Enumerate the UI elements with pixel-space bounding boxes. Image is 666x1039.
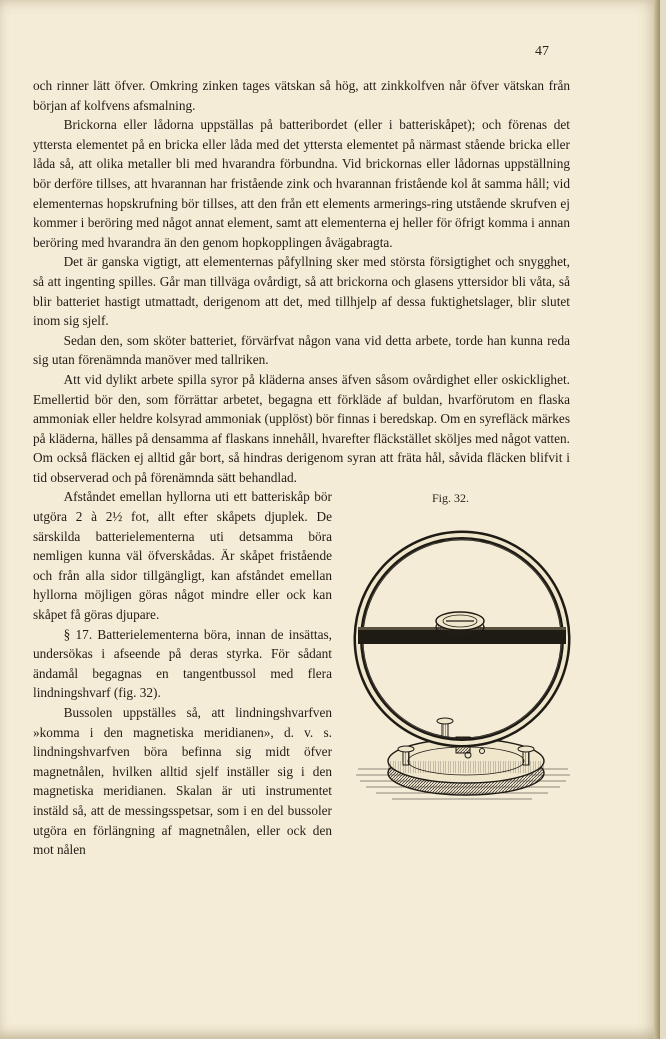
compass-needle-box [436,612,484,636]
paragraph-4: Sedan den, som sköter batteriet, förvärfvat någon vana vid detta arbete, torde han kunna reda sig utan förenämnda manöver med tallriken. [33,332,570,368]
paragraph-5: Att vid dylikt arbete spilla syror på kläderna anses äfven såsom ovårdighet eller oskicklighet. Emellertid bör den, som förrättar arbetet, begagna ett förkläde af buldan, hvarförutom en flaska ammoniak eller heldre kolsyrad ammoniak (upplöst) bör finnas i beredskap. Om en syrefläck märkes på kläderna, hälles på densamma af flaskans innehåll, hvarefter fläckstället sköljes med något vatten. Om också fläcken ej alltid går bort, så hindras derigenom syran att fräta hål, såvida fläcken blifvit i tid observerad och på förenämnda sätt behandlad. [33,371,570,485]
tangent-galvanometer-illustration [348,511,578,816]
float-paragraph-2: § 17. Batterielementerna böra, innan de insättas, undersökas i afseende på deras styrka. För sådant ändamål begagnas en tangentbussol med flera lindningshvarf (fig. 32). [33,626,332,701]
page-edge [654,0,660,1039]
paragraph-3: Det är ganska vigtigt, att elementernas påfyllning sker med största försigtighet och snygghet, så att ingenting spilles. Går man tillväga ovårdigt, så att brickorna och glasens yttersidor bli våta, så blir batteriet hastigt utmattadt, derigenom att det, med tillhjelp af dessa fuktighetslager, blir slutet inom sig sjelf. [33,254,570,329]
page-number: 47 [535,44,549,59]
body-text [33,76,570,860]
float-paragraph-1: Afståndet emellan hyllorna uti ett batteriskåp bör utgöra 2 à 2½ fot, allt efter skåpets djuplek. De särskilda batterielementerna uti detsamma böra nemligen kunna väl öfverskådas. Är skåpet fristående och från alla sidor tillgängligt, kan afståndet emellan hyllorna möjligen göras något mindre eller ock kan skåpet få göras djupare. [33,489,332,623]
paragraph-2: Brickorna eller lådorna uppställas på batteribordet (eller i batteriskåpet); och förenas det yttersta elementet på en bricka eller låda med det yttersta elementet på närmast stående bricka eller låda så, att olika metaller bli med hvarandra förbundna. Vid brickornas eller lådornas uppställning bör derföre tillses, att hvarannan har fristående zink och hvarannan fristående kol åt samma håll; vid elementernas hopskrufning bör tillses, att den från ett elements armerings-ring utstående skrufven ej kommer i beröring med något annat element, samt att elementerna ej heller för öfrigt komma i annan beröring med hvarandra än den genom hopkopplingen åvägabragta. [33,117,570,250]
paragraph-1: och rinner lätt öfver. Omkring zinken tages vätskan så hög, att zinkkolfven når öfver vätskan från början af kolfvens afsmalning. [33,78,570,113]
figure-caption: Fig. 32. [432,491,470,506]
figure-wrap-section [33,487,570,859]
float-paragraph-3: Bussolen uppställes så, att lindningshvarfven »komma i den magnetiska meridianen», d. v. s. lindningshvarfven böra befinna sig midt öfver magnetnålen, hvilken alltid sjelf inställer sig i den magnetiska meridianen. Skalan är uti instrumentet instäld så, att de messingsspetsar, som i en del bussoler utgöra en förlängning af magnetnålen, eller ock den mot nålen [33,705,332,858]
figure-32 [348,489,578,824]
